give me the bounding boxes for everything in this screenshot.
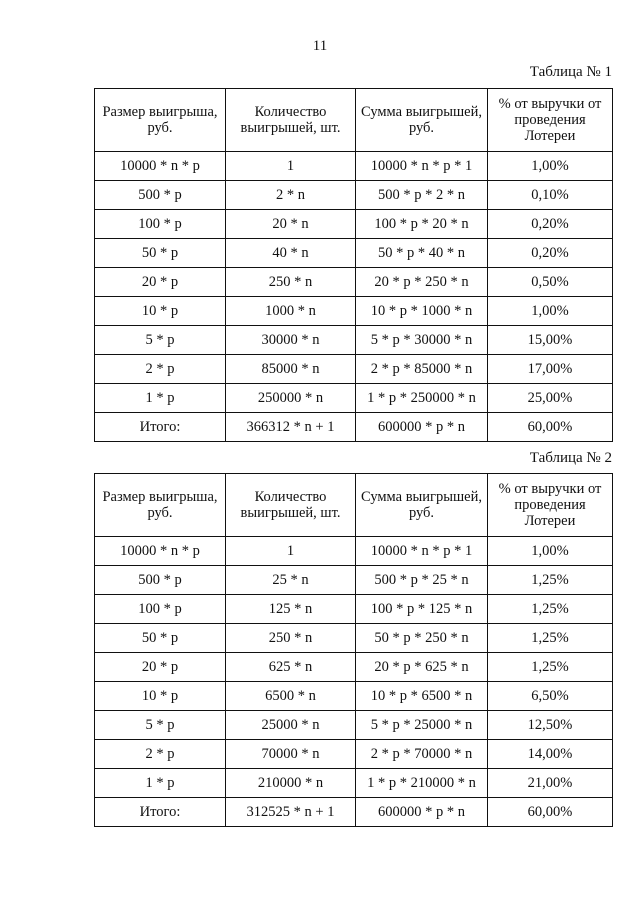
table-row <box>95 384 613 413</box>
table-row <box>95 711 613 740</box>
cell-revenue-percent: 1,00% <box>488 537 613 566</box>
table-row <box>95 355 613 384</box>
table-caption: Таблица № 1 <box>529 64 612 80</box>
cell-revenue-percent: 0,10% <box>488 181 613 210</box>
table-row <box>95 653 613 682</box>
cell-prize-size: 10000 * n * p <box>95 537 226 566</box>
header-prize-count: Количество выигрышей, шт. <box>226 474 356 537</box>
cell-revenue-percent: 17,00% <box>488 355 613 384</box>
cell-prize-count: 85000 * n <box>226 355 356 384</box>
cell-prize-size: 100 * p <box>95 210 226 239</box>
cell-prize-count: 1 <box>226 152 356 181</box>
cell-prize-count: 1 <box>226 537 356 566</box>
header-prize-size: Размер выигрыша, руб. <box>95 474 226 537</box>
cell-prize-count: 25 * n <box>226 566 356 595</box>
cell-prize-count: 250000 * n <box>226 384 356 413</box>
cell-revenue-percent: 15,00% <box>488 326 613 355</box>
cell-revenue-percent: 0,20% <box>488 210 613 239</box>
page-number: 11 <box>312 38 328 54</box>
cell-prize-count: 70000 * n <box>226 740 356 769</box>
cell-prize-size: 5 * p <box>95 326 226 355</box>
cell-prize-count: 20 * n <box>226 210 356 239</box>
cell-prize-count: 30000 * n <box>226 326 356 355</box>
cell-revenue-percent: 25,00% <box>488 384 613 413</box>
table-row <box>95 624 613 653</box>
cell-revenue-percent: 0,50% <box>488 268 613 297</box>
cell-prize-count: 250 * n <box>226 268 356 297</box>
cell-prize-size: 5 * p <box>95 711 226 740</box>
table-header-row <box>95 474 613 537</box>
header-revenue-percent: % от выручки от проведения Лотереи <box>488 89 613 152</box>
cell-prize-sum: 20 * p * 250 * n <box>356 268 488 297</box>
cell-prize-size: 1 * p <box>95 384 226 413</box>
cell-prize-size: 10 * p <box>95 682 226 711</box>
cell-prize-sum: 5 * p * 25000 * n <box>356 711 488 740</box>
cell-prize-size: 20 * p <box>95 653 226 682</box>
cell-revenue-percent: 1,25% <box>488 624 613 653</box>
cell-prize-sum: 2 * p * 70000 * n <box>356 740 488 769</box>
table-row <box>95 769 613 798</box>
cell-revenue-percent: 1,25% <box>488 566 613 595</box>
cell-prize-count: 366312 * n + 1 <box>226 413 356 442</box>
cell-prize-size: 2 * p <box>95 355 226 384</box>
cell-revenue-percent: 6,50% <box>488 682 613 711</box>
cell-prize-sum: 10000 * n * p * 1 <box>356 537 488 566</box>
table-row <box>95 682 613 711</box>
prize-table-2 <box>94 473 613 827</box>
cell-prize-size: 500 * p <box>95 181 226 210</box>
table-body <box>95 537 613 827</box>
header-prize-sum: Сумма выигрышей, руб. <box>356 474 488 537</box>
cell-prize-size: 50 * p <box>95 624 226 653</box>
cell-prize-size: 10 * p <box>95 297 226 326</box>
table-row <box>95 537 613 566</box>
table-header-row <box>95 89 613 152</box>
cell-prize-sum: 500 * p * 25 * n <box>356 566 488 595</box>
cell-prize-sum: 5 * p * 30000 * n <box>356 326 488 355</box>
table-row <box>95 297 613 326</box>
header-prize-count: Количество выигрышей, шт. <box>226 89 356 152</box>
cell-prize-sum: 20 * p * 625 * n <box>356 653 488 682</box>
cell-prize-count: 625 * n <box>226 653 356 682</box>
cell-prize-sum: 100 * p * 125 * n <box>356 595 488 624</box>
cell-revenue-percent: 1,00% <box>488 152 613 181</box>
cell-prize-sum: 10 * p * 1000 * n <box>356 297 488 326</box>
cell-prize-size: 500 * p <box>95 566 226 595</box>
header-prize-sum: Сумма выигрышей, руб. <box>356 89 488 152</box>
cell-revenue-percent: 1,25% <box>488 653 613 682</box>
cell-prize-size: Итого: <box>95 798 226 827</box>
cell-prize-sum: 600000 * p * n <box>356 798 488 827</box>
cell-prize-size: Итого: <box>95 413 226 442</box>
cell-revenue-percent: 60,00% <box>488 413 613 442</box>
table-caption: Таблица № 2 <box>529 450 612 466</box>
table-row <box>95 595 613 624</box>
table-row <box>95 740 613 769</box>
cell-prize-sum: 600000 * p * n <box>356 413 488 442</box>
cell-prize-count: 125 * n <box>226 595 356 624</box>
header-prize-size: Размер выигрыша, руб. <box>95 89 226 152</box>
table-row <box>95 239 613 268</box>
cell-revenue-percent: 0,20% <box>488 239 613 268</box>
header-revenue-percent: % от выручки от проведения Лотереи <box>488 474 613 537</box>
cell-prize-count: 25000 * n <box>226 711 356 740</box>
total-row <box>95 413 613 442</box>
table-row <box>95 181 613 210</box>
cell-prize-count: 312525 * n + 1 <box>226 798 356 827</box>
cell-prize-sum: 50 * p * 40 * n <box>356 239 488 268</box>
cell-prize-sum: 100 * p * 20 * n <box>356 210 488 239</box>
cell-prize-count: 210000 * n <box>226 769 356 798</box>
prize-table-1 <box>94 88 613 442</box>
cell-prize-count: 2 * n <box>226 181 356 210</box>
total-row <box>95 798 613 827</box>
cell-revenue-percent: 21,00% <box>488 769 613 798</box>
cell-prize-sum: 1 * p * 250000 * n <box>356 384 488 413</box>
cell-revenue-percent: 60,00% <box>488 798 613 827</box>
table-row <box>95 326 613 355</box>
cell-prize-count: 1000 * n <box>226 297 356 326</box>
cell-revenue-percent: 1,25% <box>488 595 613 624</box>
cell-prize-size: 2 * p <box>95 740 226 769</box>
cell-prize-sum: 10 * p * 6500 * n <box>356 682 488 711</box>
table-row <box>95 210 613 239</box>
cell-prize-size: 50 * p <box>95 239 226 268</box>
cell-revenue-percent: 1,00% <box>488 297 613 326</box>
table-row <box>95 152 613 181</box>
cell-prize-sum: 1 * p * 210000 * n <box>356 769 488 798</box>
cell-prize-sum: 50 * p * 250 * n <box>356 624 488 653</box>
cell-prize-count: 250 * n <box>226 624 356 653</box>
cell-prize-size: 100 * p <box>95 595 226 624</box>
table-row <box>95 268 613 297</box>
cell-prize-sum: 500 * p * 2 * n <box>356 181 488 210</box>
cell-prize-sum: 2 * p * 85000 * n <box>356 355 488 384</box>
cell-prize-sum: 10000 * n * p * 1 <box>356 152 488 181</box>
cell-revenue-percent: 14,00% <box>488 740 613 769</box>
cell-prize-count: 6500 * n <box>226 682 356 711</box>
table-row <box>95 566 613 595</box>
cell-revenue-percent: 12,50% <box>488 711 613 740</box>
cell-prize-size: 1 * p <box>95 769 226 798</box>
cell-prize-size: 20 * p <box>95 268 226 297</box>
table-body <box>95 152 613 442</box>
cell-prize-count: 40 * n <box>226 239 356 268</box>
cell-prize-size: 10000 * n * p <box>95 152 226 181</box>
